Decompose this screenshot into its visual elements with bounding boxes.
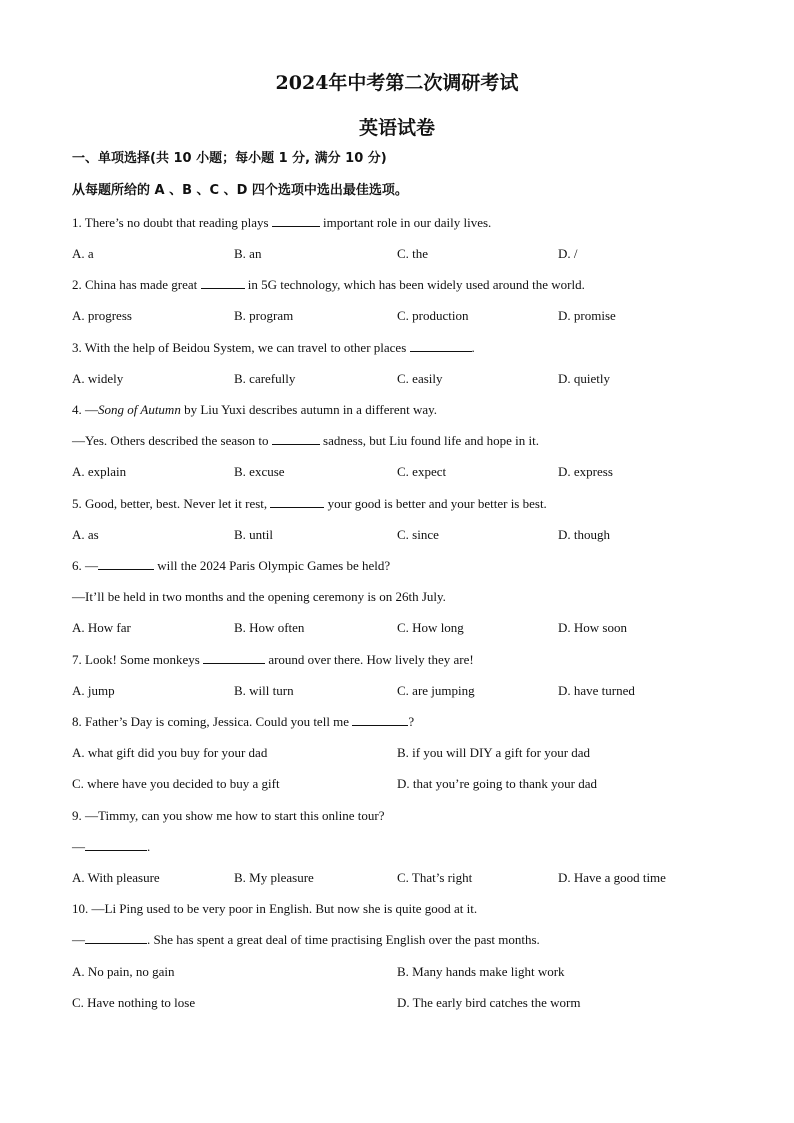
section-instruction: 从每题所给的 A 、B 、C 、D 四个选项中选出最佳选项。 [72, 183, 408, 198]
stem-text: . [147, 839, 151, 854]
question-8-option-b: B. if you will DIY a gift for your dad [397, 745, 591, 760]
question-10-stem-reply [72, 932, 540, 948]
stem-text: — [72, 839, 85, 854]
question-10-option-b: B. Many hands make light work [397, 964, 565, 979]
stem-text: by Liu Yuxi describes autumn in a different way. [180, 402, 438, 417]
question-1-option-d: D. / [558, 246, 578, 261]
stem-text: 3. With the help of Beidou System, we can travel to other places [72, 340, 410, 355]
stem-text: . [471, 340, 475, 355]
stem-text: will the 2024 Paris Olympic Games be held? [154, 558, 391, 573]
exam-subtitle: 英语试卷 [358, 117, 435, 139]
stem-text: your good is better and your better is best. [324, 496, 547, 511]
question-2-stem [72, 277, 585, 293]
question-5-option-c: C. since [397, 527, 439, 542]
stem-text: . She has spent a great deal of time practising English over the past months. [147, 932, 540, 947]
answer-blank [270, 496, 324, 508]
question-10-option-a: A. No pain, no gain [72, 964, 175, 979]
question-9-option-a: A. With pleasure [72, 870, 160, 885]
question-9-option-c: C. That’s right [397, 870, 473, 885]
question-9-stem: 9. —Timmy, can you show me how to start this online tour? [72, 808, 385, 823]
stem-text: —Yes. Others described the season to [72, 433, 272, 448]
question-4-option-a: A. explain [72, 464, 127, 479]
question-7-option-a: A. jump [72, 683, 115, 698]
stem-text: 5. Good, better, best. Never let it rest, [72, 496, 271, 511]
stem-text: sadness, but Liu found life and hope in it. [319, 433, 539, 448]
question-7-option-b: B. will turn [234, 683, 294, 698]
question-6-stem-reply: —It’ll be held in two months and the opening ceremony is on 26th July. [72, 589, 446, 604]
question-8-stem [72, 714, 414, 730]
question-2-option-a: A. progress [72, 308, 132, 323]
question-6-stem [72, 558, 390, 574]
stem-text: ? [408, 714, 415, 729]
question-4-stem [72, 402, 437, 418]
question-10-stem: 10. —Li Ping used to be very poor in English. But now she is quite good at it. [72, 901, 478, 916]
question-3-option-d: D. quietly [558, 371, 610, 386]
question-6-option-a: A. How far [72, 620, 131, 635]
question-4-option-c: C. expect [397, 464, 447, 479]
question-8-option-d: D. that you’re going to thank your dad [397, 776, 598, 791]
stem-text: 7. Look! Some monkeys [72, 652, 204, 667]
stem-text: in 5G technology, which has been widely used around the world. [244, 277, 585, 292]
stem-text: important role in our daily lives. [319, 215, 492, 230]
stem-text: 8. Father’s Day is coming, Jessica. Could you tell me [72, 714, 353, 729]
question-4-option-b: B. excuse [234, 464, 285, 479]
question-3-stem [72, 340, 475, 356]
question-5-option-d: D. though [558, 527, 610, 542]
answer-blank [410, 340, 472, 352]
question-9-option-b: B. My pleasure [234, 870, 314, 885]
answer-blank [85, 839, 147, 851]
question-5-option-a: A. as [72, 527, 99, 542]
question-7-stem [72, 652, 474, 668]
question-10-option-d: D. The early bird catches the worm [397, 995, 581, 1010]
question-6-option-b: B. How often [234, 620, 305, 635]
question-6-option-d: D. How soon [558, 620, 627, 635]
stem-text: 6. — [72, 558, 98, 573]
question-1-stem [72, 215, 491, 231]
question-10-option-c: C. Have nothing to lose [72, 995, 196, 1010]
question-2-option-b: B. program [234, 308, 294, 323]
answer-blank [272, 433, 320, 445]
question-6-option-c: C. How long [397, 620, 464, 635]
question-1-option-a: A. a [72, 246, 94, 261]
question-2-option-d: D. promise [558, 308, 616, 323]
question-3-option-c: C. easily [397, 371, 443, 386]
question-4-option-d: D. express [558, 464, 613, 479]
question-4-stem-reply [72, 433, 539, 449]
stem-text: 2. China has made great [72, 277, 201, 292]
stem-text: 4. — [72, 402, 98, 417]
answer-blank [98, 558, 154, 570]
question-3-option-a: A. widely [72, 371, 124, 386]
question-8-option-c: C. where have you decided to buy a gift [72, 776, 280, 791]
stem-text: — [72, 932, 85, 947]
answer-blank [352, 714, 408, 726]
answer-blank [85, 932, 147, 944]
question-2-option-c: C. production [397, 308, 469, 323]
question-7-option-d: D. have turned [558, 683, 635, 698]
stem-text: around over there. How lively they are! [265, 652, 474, 667]
question-9-stem-reply [72, 839, 150, 855]
answer-blank [272, 215, 320, 227]
poem-title: Song of Autumn [98, 402, 181, 417]
question-1-option-c: C. the [397, 246, 429, 261]
question-1-option-b: B. an [234, 246, 262, 261]
question-8-option-a: A. what gift did you buy for your dad [72, 745, 268, 760]
exam-title: 2024年中考第二次调研考试 [275, 72, 519, 94]
answer-blank [201, 277, 245, 289]
question-7-option-c: C. are jumping [397, 683, 475, 698]
question-5-option-b: B. until [234, 527, 274, 542]
question-5-stem [72, 496, 547, 512]
question-3-option-b: B. carefully [234, 371, 296, 386]
section-heading: 一、单项选择(共 10 小题；每小题 1 分, 满分 10 分) [72, 151, 387, 166]
stem-text: 1. There’s no doubt that reading plays [72, 215, 272, 230]
answer-blank [203, 652, 265, 664]
question-9-option-d: D. Have a good time [558, 870, 666, 885]
